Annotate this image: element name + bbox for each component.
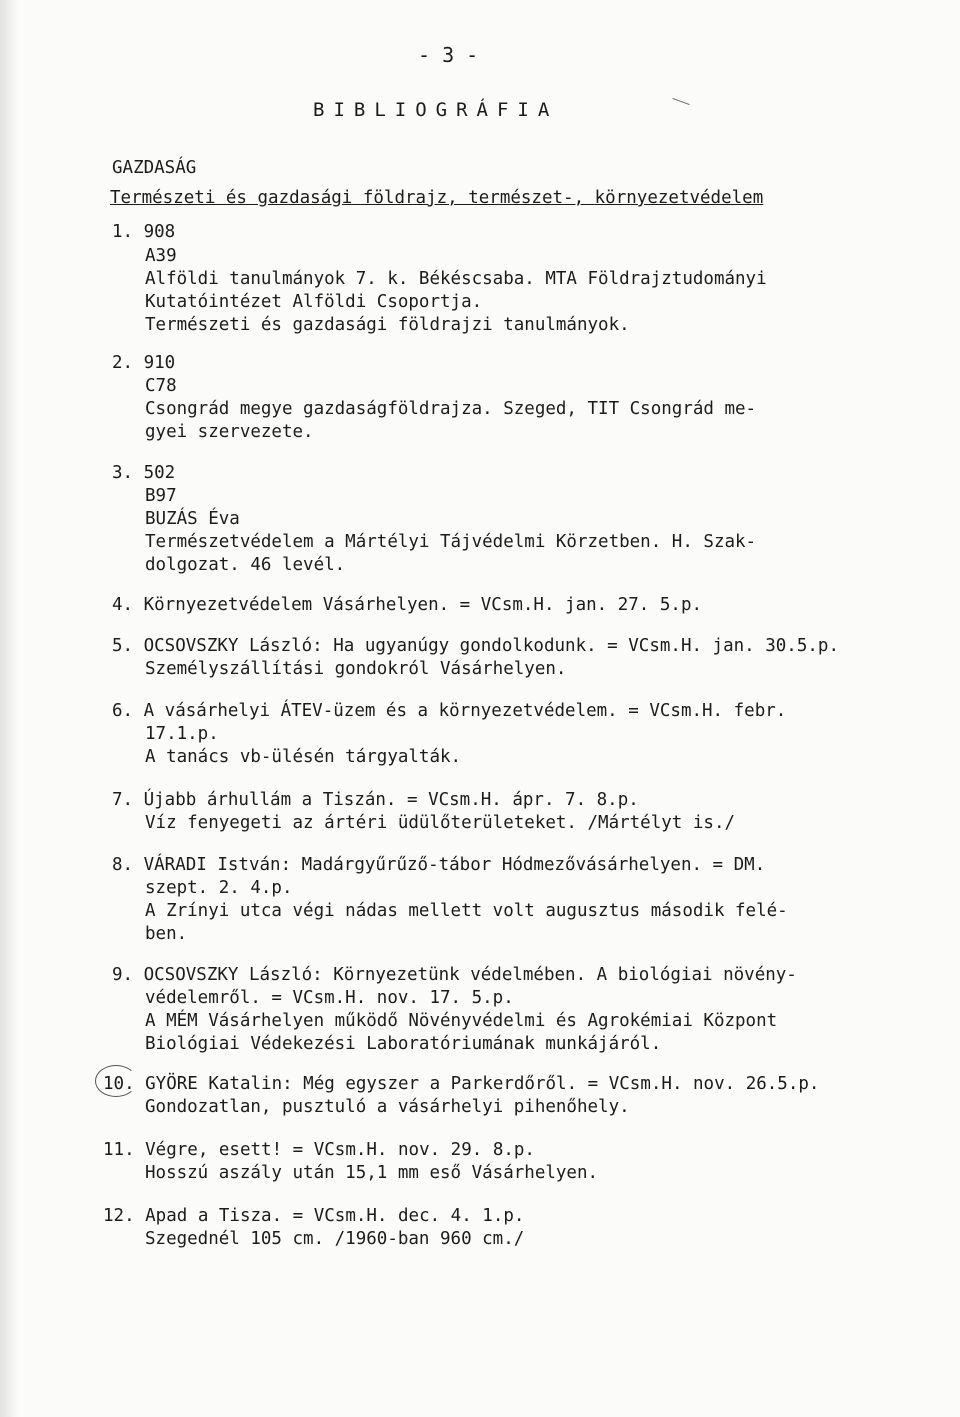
subsection-heading: Természeti és gazdasági földrajz, természet-, környezetvédelem [110,188,764,208]
entry-line: 6. A vásárhelyi ÁTEV-üzem és a környezetvédelem. = VCsm.H. febr. [112,701,787,721]
entry-line: B97 [145,486,177,506]
pen-mark [672,98,689,105]
entry-line: 3. 502 [112,463,176,483]
entry-line: Természeti és gazdasági földrajzi tanulmányok. [145,315,630,335]
entry-line: 10. GYÖRE Katalin: Még egyszer a Parkerdőről. = VCsm.H. nov. 26.5.p. [103,1074,820,1094]
entry-line: C78 [145,376,177,396]
entry-line: 1. 908 [112,222,176,242]
entry-line: Gondozatlan, pusztuló a vásárhelyi pihenőhely. [145,1097,630,1117]
section-heading: GAZDASÁG [112,158,197,178]
page-number: - 3 - [418,43,479,67]
entry-line: gyei szervezete. [145,422,314,442]
entry-line: A39 [145,246,177,266]
entry-line: szept. 2. 4.p. [145,878,293,898]
entry-line: Szegednél 105 cm. /1960-ban 960 cm./ [145,1229,525,1249]
entry-line: 9. OCSOVSZKY László: Környezetünk védelmében. A biológiai növény- [112,965,797,985]
page-title: BIBLIOGRÁFIA [313,99,559,121]
entry-line: Biológiai Védekezési Laboratóriumának munkájáról. [145,1034,662,1054]
entry-line: Alföldi tanulmányok 7. k. Békéscsaba. MTA Földrajztudományi [145,269,767,289]
entry-line: ben. [145,924,188,944]
entry-line: Kutatóintézet Alföldi Csoportja. [145,292,483,312]
entry-line: 17.1.p. [145,724,219,744]
entry-line: 12. Apad a Tisza. = VCsm.H. dec. 4. 1.p. [103,1206,525,1226]
entry-line: 11. Végre, esett! = VCsm.H. nov. 29. 8.p. [103,1140,535,1160]
entry-line: 8. VÁRADI István: Madárgyűrűző-tábor Hódmezővásárhelyen. = DM. [112,855,766,875]
entry-line: védelemről. = VCsm.H. nov. 17. 5.p. [145,988,514,1008]
entry-line: BUZÁS Éva [145,509,240,529]
entry-line: 2. 910 [112,353,176,373]
entry-line: Hosszú aszály után 15,1 mm eső Vásárhelyen. [145,1163,599,1183]
scan-edge-shadow [0,0,18,1417]
entry-line: 4. Környezetvédelem Vásárhelyen. = VCsm.H. jan. 27. 5.p. [112,595,703,615]
entry-line: A Zrínyi utca végi nádas mellett volt augusztus második felé- [145,901,788,921]
entry-line: Csongrád megye gazdaságföldrajza. Szeged, TIT Csongrád me- [145,399,757,419]
entry-line: Személyszállítási gondokról Vásárhelyen. [145,659,567,679]
entry-line: Természetvédelem a Mártélyi Tájvédelmi Körzetben. H. Szak- [145,532,757,552]
entry-line: dolgozat. 46 levél. [145,555,346,575]
entry-line: A MÉM Vásárhelyen működő Növényvédelmi és Agrokémiai Központ [145,1011,778,1031]
entry-line: 5. OCSOVSZKY László: Ha ugyanúgy gondolkodunk. = VCsm.H. jan. 30.5.p. [112,636,839,656]
entry-line: Víz fenyegeti az ártéri üdülőterületeket. /Mártélyt is./ [145,813,736,833]
entry-line: 7. Újabb árhullám a Tiszán. = VCsm.H. ápr. 7. 8.p. [112,790,639,810]
entry-line: A tanács vb-ülésén tárgyalták. [145,747,462,767]
